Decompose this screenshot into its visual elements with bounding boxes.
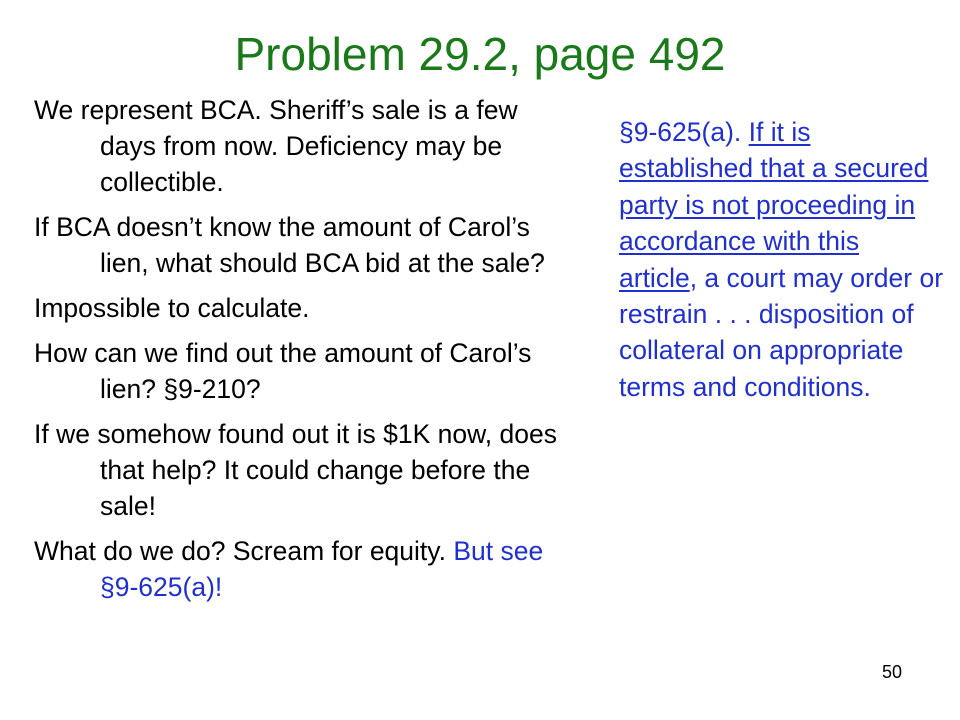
paragraph-what-do-we-do-main: What do we do? Scream for equity. bbox=[34, 536, 446, 566]
paragraph-what-do-we-do bbox=[34, 533, 574, 605]
statute-citation: §9-625(a). bbox=[619, 117, 749, 147]
page-number: 50 bbox=[881, 662, 902, 682]
paragraph-situation: We represent BCA. Sheriff’s sale is a few days from now. Deficiency may be collectible. bbox=[34, 95, 518, 197]
left-column bbox=[34, 92, 574, 614]
statute-underlined-text: If it is established that a secured party is not proceeding in accordance with this article bbox=[619, 117, 929, 293]
paragraph-bid-question: If BCA doesn’t know the amount of Carol’s lien, what should BCA bid at the sale? bbox=[34, 212, 545, 278]
paragraph-1k-question: If we somehow found out it is $1K now, does that help? It could change before the sale! bbox=[34, 419, 557, 521]
statute-remaining-text: , a court may order or restrain . . . disposition of collateral on appropriate terms and conditions. bbox=[619, 262, 944, 402]
slide-title: Problem 29.2, page 492 bbox=[234, 28, 726, 80]
paragraph-find-lien: How can we find out the amount of Carol’s lien? §9-210? bbox=[34, 338, 532, 404]
but-see-reference: But see §9-625(a)! bbox=[100, 536, 544, 602]
paragraph-impossible: Impossible to calculate. bbox=[34, 293, 310, 323]
statute-quote bbox=[619, 114, 944, 405]
